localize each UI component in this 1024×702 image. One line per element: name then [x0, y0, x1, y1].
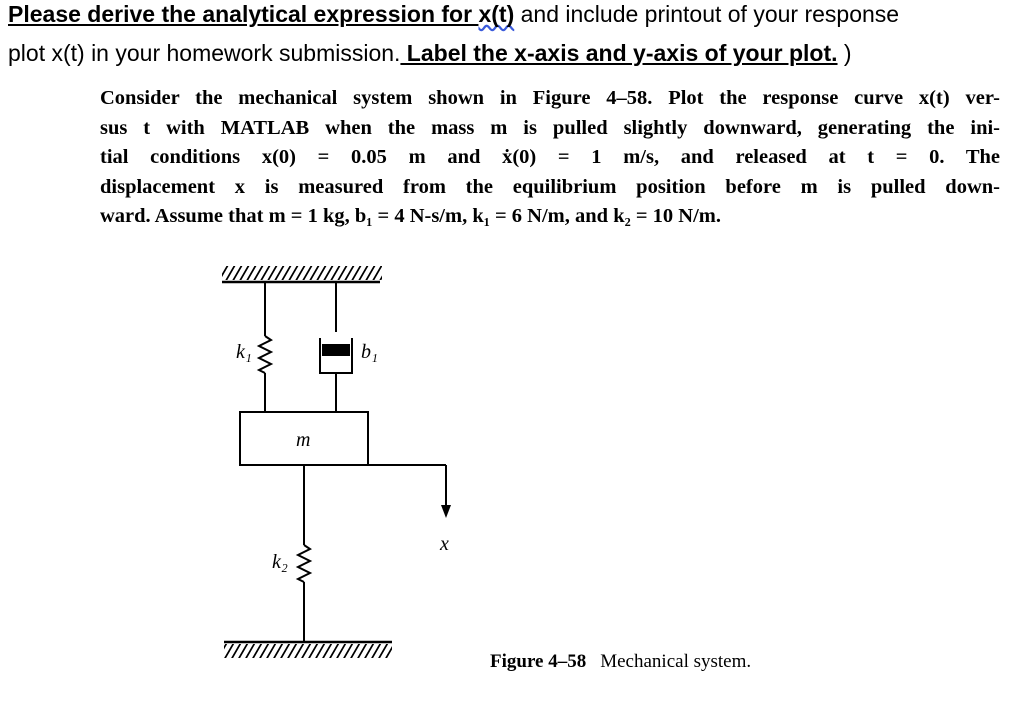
label-k2: k₂: [272, 551, 288, 573]
spring-k1: [259, 282, 271, 412]
instruction-bold-text: Please derive the analytical expression for: [8, 1, 479, 27]
problem-line-3: tial conditions x(0) = 0.05 m and ẋ(0) = 1 m/s, and released at t = 0. The: [100, 146, 1000, 169]
label-b1: b₁: [361, 341, 378, 363]
figure-caption: [490, 651, 751, 673]
ceiling-ground: [222, 266, 382, 282]
figure-caption-number: Figure 4–58: [490, 651, 587, 672]
instruction-axis-label-text: Label the x-axis and y-axis of your plot.: [400, 40, 838, 66]
problem-line-4: displacement x is measured from the equilibrium position before m is pulled down-: [100, 175, 1000, 198]
instruction-plain-text-2: plot x(t) in your homework submission.: [8, 40, 401, 66]
spring-k2: [298, 465, 310, 642]
label-k1: k₁: [236, 341, 252, 363]
figure-caption-text: Mechanical system.: [600, 651, 752, 672]
instruction-plain-text: and include printout of your response: [514, 1, 900, 27]
problem-line-2: sus t with MATLAB when the mass m is pulled slightly downward, generating the ini-: [100, 116, 1000, 139]
instruction-xt-text: x(t): [478, 1, 515, 27]
instruction-close-paren: ): [837, 40, 852, 66]
displacement-arrow: [368, 465, 451, 518]
label-mass: m: [296, 429, 311, 451]
floor-ground: [224, 642, 392, 658]
damper-b1: [320, 282, 352, 412]
problem-line-1: Consider the mechanical system shown in Figure 4–58. Plot the response curve x(t) ver-: [100, 87, 1000, 109]
problem-line-5: ward. Assume that m = 1 kg, b₁ = 4 N-s/m, k₁ = 6 N/m, and k₂ = 10 N/m.: [100, 205, 721, 228]
label-x: x: [440, 533, 449, 555]
